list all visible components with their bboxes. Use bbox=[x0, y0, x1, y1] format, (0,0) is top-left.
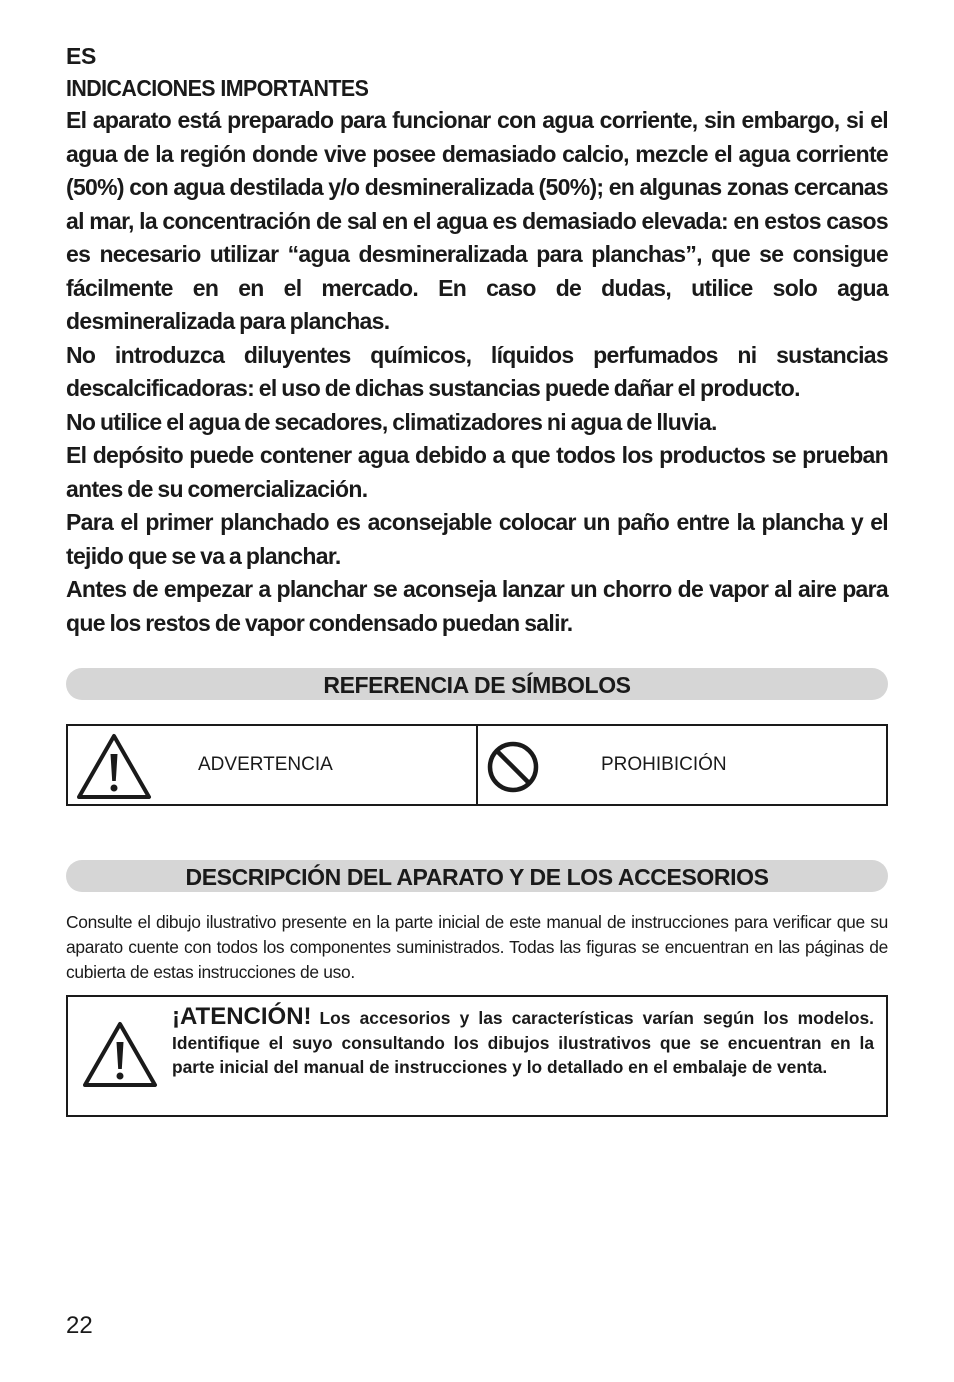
warning-label: ADVERTENCIA bbox=[198, 754, 333, 775]
paragraph-no-water-sources: No utilice el agua de secadores, climatizadores ni agua de lluvia. bbox=[66, 408, 717, 435]
paragraph-tank: El depósito puede contener agua debido a que todos los productos se prueban antes de su comercialización. bbox=[66, 442, 888, 502]
symbols-table bbox=[66, 724, 888, 806]
page-content bbox=[66, 40, 888, 1117]
warning-triangle-icon bbox=[76, 732, 152, 805]
prohibition-label: PROHIBICIÓN bbox=[601, 754, 727, 775]
paragraph-steam-burst: Antes de empezar a planchar se aconseja lanzar un chorro de vapor al aire para que los restos de vapor condensado puedan salir. bbox=[66, 576, 888, 636]
attention-icon-container bbox=[68, 997, 172, 1115]
symbol-cell-prohibition bbox=[476, 726, 886, 804]
description-text: Consulte el dibujo ilustrativo presente en la parte inicial de este manual de instrucciones para verificar que su aparato cuente con todos los componentes suministrados. Todas las figuras se encuentran en las páginas de cubierta de estas instrucciones de uso. bbox=[66, 912, 888, 982]
paragraph-chemicals: No introduzca diluyentes químicos, líquidos perfumados ni sustancias descalcificadoras: el uso de dichas sustancias puede dañar el producto. bbox=[66, 341, 888, 401]
warning-triangle-icon bbox=[82, 1020, 158, 1093]
paragraph-first-ironing: Para el primer planchado es aconsejable colocar un paño entre la plancha y el tejido que se va a planchar. bbox=[66, 509, 888, 569]
page-number: 22 bbox=[66, 1312, 93, 1339]
paragraph-water: El aparato está preparado para funcionar con agua corriente, sin embargo, si el agua de la región donde vive posee demasiado calcio, mezcle el agua corriente (50%) con agua destilada y/o desmineralizada (50%); en algunas zonas cercanas al mar, la concentración de sal en el agua es demasiado elevada: en estos casos es necesario utilizar “agua desmineralizada para planchas”, que se consigue fácilmente en en el mercado. En caso de dudas, utilice solo agua desmineralizada para planchas. bbox=[66, 107, 888, 334]
symbol-cell-warning bbox=[68, 726, 476, 804]
attention-title: ¡ATENCIÓN! bbox=[172, 1003, 312, 1030]
attention-box bbox=[66, 995, 888, 1117]
prohibition-icon bbox=[486, 740, 540, 799]
language-code: ES bbox=[66, 43, 97, 69]
attention-body: Los accesorios y las características varían según los modelos. Identifique el suyo consultando los dibujos ilustrativos que se encuentran en la parte inicial del manual de instrucciones y lo detallado en el embalaje de venta. bbox=[172, 1008, 874, 1077]
attention-text bbox=[172, 997, 886, 1115]
section-heading: INDICACIONES IMPORTANTES bbox=[66, 75, 369, 101]
description-section-title: DESCRIPCIÓN DEL APARATO Y DE LOS ACCESORIOS bbox=[66, 860, 888, 892]
symbols-section-title: REFERENCIA DE SÍMBOLOS bbox=[66, 668, 888, 700]
